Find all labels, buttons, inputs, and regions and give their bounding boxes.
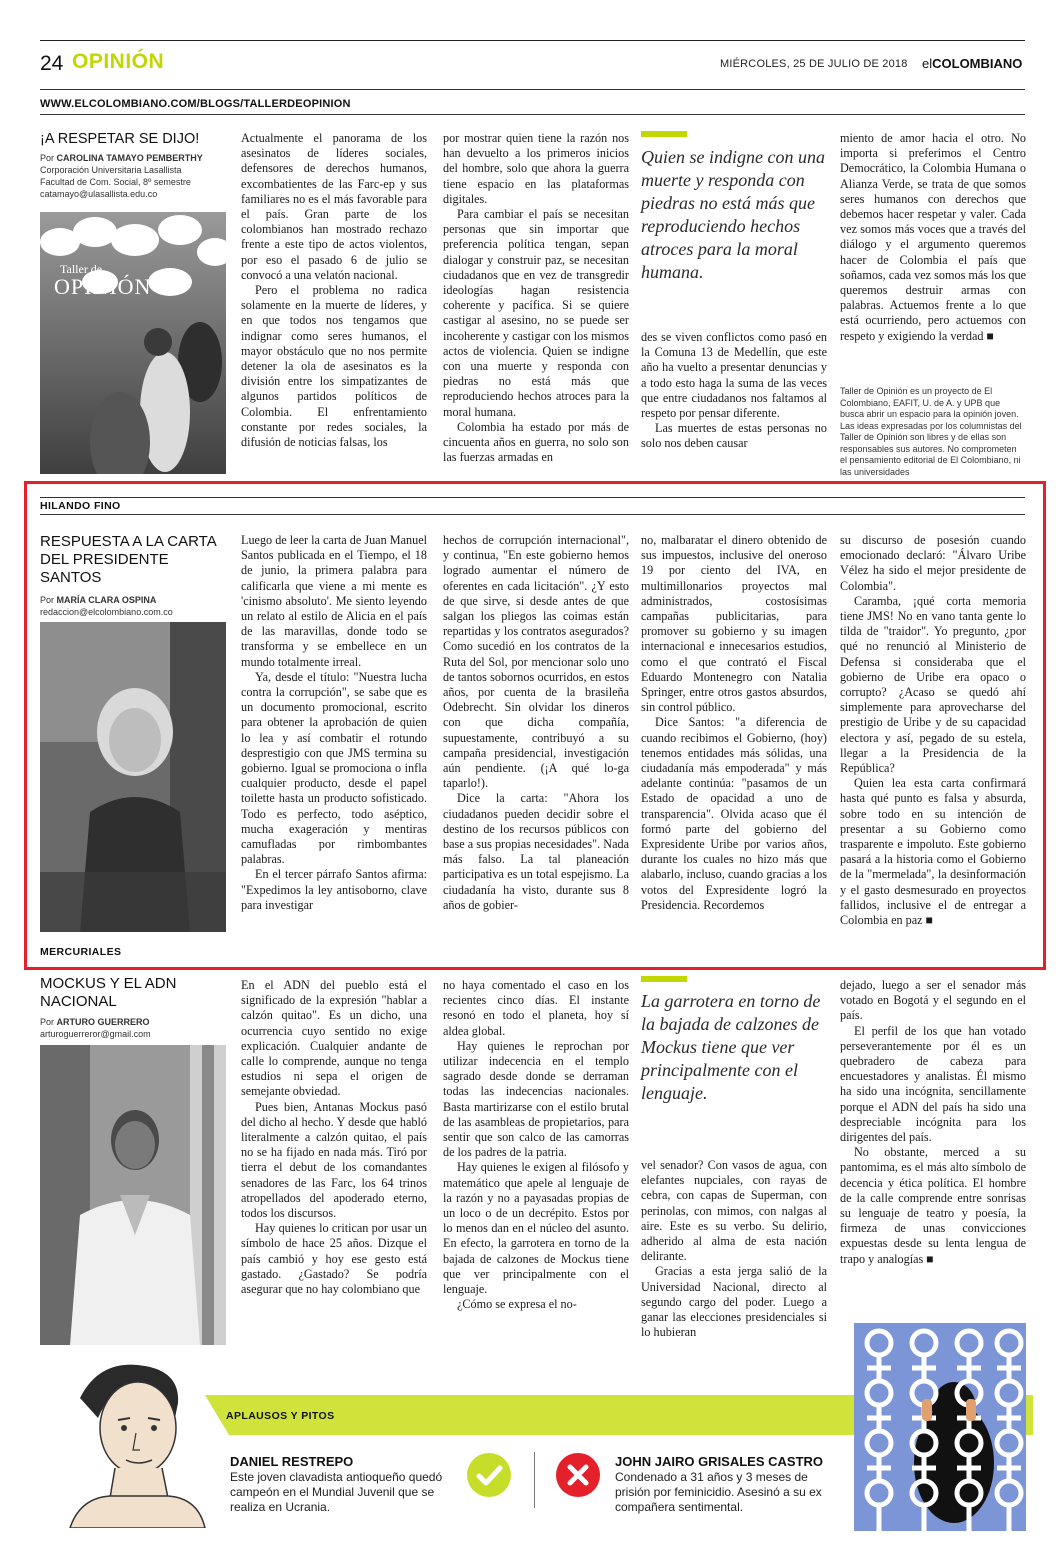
article1-column-3: des se viven conflictos como pasó en la Comuna 13 de Medellín, que este año ha vuelto a presentar denuncias y a todo esto haga la suma de las veces que entre ciudadanos nos faltamos al respeto por pensar diferente. Las muertes de estas personas no solo nos deben causar [641,330,827,451]
blog-url[interactable]: WWW.ELCOLOMBIANO.COM/BLOGS/TALLERDEOPINION [40,98,351,110]
article3-column-3: vel senador? Con vasos de agua, con elefantes nupciales, con rayas de cebra, con capas de Superman, con perinolas, con mimos, con nalgas al aire. Este es su verbo. Su delirio, adherido al alma de esta nación delirante. Gracias a esta jerga salió de la Universidad Nacional, directo al segundo cargo del poder. Luego a ganar las elecciones presidenciales si lo hubieran [641,1158,827,1340]
section-title: OPINIÓN [72,50,165,73]
article2-column-2: hechos de corrupción internacional", y continua, "En este gobierno hemos logrado aumentar el número de oferentes en cada licitación". ¿Y esto de que sirve, si desde antes de que salgan los pliegos las coimas están repartidas y los contratos asegurados? Como sucedió en los contratos de la Ruta del Sol, por mencionar solo uno de tantos sobornos ocurridos, en estos años, por cuenta de la brasileña Odebrecht. Sin olvidar los dineros con que dicha compañía, supuestamente, contribuyó a su campaña presidencial, investigación aún pendiente. (¡A qué lo-ga taparlo!). Dice la carta: "Ahora los ciudadanos pueden decidir sobre el destino de los recursos públicos con base a sus propias necesidades". Nada más falso. La tal planeación participativa es un total espejismo. La ciudadanía ha visto, durante sus 8 años de gobier- [443,533,629,912]
article3-email: arturoguerreror@gmail.com [40,1029,151,1039]
prison-bars-illustration [854,1323,1026,1531]
hilando-rule-bottom [40,514,1025,515]
author-photo-maria-clara [40,622,226,932]
aplausos-title: APLAUSOS Y PITOS [226,1410,335,1422]
article1-column-4: miento de amor hacia el otro. No importa si preferimos el Centro Democrático, la Colombia Humana o Alianza Verde, se trata de que somos seres humanos con derechos que debemos hacer respetar y valer. Cada vez somos más voces que a través del diálogo y el argumento queremos hacer de Colombia el país que soñamos, cada vez somos más los que queremos destruir armas con palabras. Actuemos frente a lo que está ocurriendo, pero actuemos con respeto y exigiendo la verdad ■ [840,131,1026,343]
hilando-rule [40,497,1025,498]
cross-icon [556,1453,600,1497]
taller-footnote: Taller de Opinión es un proyecto de El Colombiano, EAFIT, U. de A. y UPB que busca abrir un espacio para la opinión joven. Las ideas expresadas por los columnistas del Taller de Opinión son libres y de ellas son responsables sus autores. No comprometen el pensamiento editorial de El Colombiano, ni las universidades [840,386,1022,476]
article2-column-1: Luego de leer la carta de Juan Manuel Santos publicada en el Tiempo, el 18 de junio, la primera palabra para calificarla que viene a mi mente es 'cinismo absoluto'. Me siento leyendo un relato al estilo de Alicia en el país de las maravillas, donde todo se transforma y se embellece en un mundo totalmente irreal. Ya, desde el título: "Nuestra lucha contra la corrupción", se sabe que es un documento promocional, escrito para obtener la aprobación de quien lo lea y así combatir el rotundo desprestigio con que JMS termina su gobierno. Igual se promociona o infla cualquier producto, desde el papel toilette hasta un producto sofisticado. Todo es perfecto, todo aséptico, mucha exageración y mentiras camufladas por rimbombantes palabras. En el tercer párrafo Santos afirma: "Expedimos la ley antisoborno, clave para investigar [241,533,427,912]
aplausos-divider [534,1452,535,1508]
pull-quote-bar [641,131,687,137]
article3-pull-quote: La garrotera en torno de la bajada de calzones de Mockus tiene que ver principalmente con el lenguaje. [641,991,821,1103]
article1-byline: Por CAROLINA TAMAYO PEMBERTHY Corporación Universitaria Lasallista Facultad de Com. Social, 8º semestre catamayo@ulasallista.edu.co [40,152,228,200]
article2-kicker: HILANDO FINO [40,500,121,512]
aplauso-name: DANIEL RESTREPO [230,1454,354,1469]
article1-email: catamayo@ulasallista.edu.co [40,189,158,199]
page-number: 24 [40,52,64,75]
article3-byline: Por ARTURO GUERRERO arturoguerreror@gmail.com [40,1016,228,1040]
article3-kicker: MERCURIALES [40,946,122,958]
article3-column-2: no haya comentado el caso en los recientes cinco días. El instante resonó en todo el planeta, hoy sí aldea global. Hay quienes le reprochan por utilizar indecencia en el templo sagrado desde donde se derraman todas las indecencias nacionales. Basta martirizarse con el estilo brutal de las asambleas de propietarios, para sentir que son calco de las camorras de los padres de la patria. Hay quienes le exigen al filósofo y matemático que apele al lenguaje de la razón y no a payasadas propias de un loco o de un decrépito. Estos por lo menos dan en el núcleo del asunto. En efecto, la garrotera en torno de la bajada de calzones de Mockus tiene que ver principalmente con el lenguaje. ¿Cómo se expresa el no- [443,978,629,1312]
article2-byline: Por MARÍA CLARA OSPINA redaccion@elcolombiano.com.co [40,594,228,618]
daniel-illustration [60,1358,210,1528]
header-rule [40,40,1025,41]
pull-quote-bar-2 [641,976,687,982]
brand-logo: elCOLOMBIANO [922,56,1023,71]
pito-text: Condenado a 31 años y 3 meses de prisión por feminicidio. Asesinó a su ex compañera sentimental. [615,1470,822,1514]
article1-column-2: por mostrar quien tiene la razón nos han devuelto a los primeros inicios del hombre, solo que ahora la guerra tiene espacio en las plataformas digitales. Para cambiar el país se necesitan personas que sin importar que preferencia política tengan, sepan dialogar y construir paz, se necesitan ciudadanos que en vez de transgredir ideologías hagan resistencia coherente y pacífica. Si se quiere castigar al asesino, no se puede ser incoherente y castigar con los mismos actos de violencia. Quien se indigne con una muerte y responda con piedras no está más que reproduciendo hechos atroces para la moral humana. Colombia ha estado por más de cincuenta años en guerra, no solo son las fuerzas armadas en [443,131,629,465]
dateline: MIÉRCOLES, 25 DE JULIO DE 2018 [720,58,908,70]
aplauso-text: Este joven clavadista antioqueño quedó campeón en el Mundial Juvenil que se realiza en Ucrania. [230,1470,443,1514]
article2-column-3: no, malbaratar el dinero obtenido de sus impuestos, inclusive del oneroso 19 por ciento del IVA, en multimillonarios proyectos mal administrados, costosísimas campañas publicitarias, para promover su gobierno y su imagen internacional e innecesarios estudios, como el que contrató el Fiscal Eduardo Montenegro con Natalia Springer, entre otros gastos absurdos, sin control público. Dice Santos: "a diferencia de cuando recibimos el Gobierno, (hoy) tenemos entidades más sólidas, una ciudadanía más empoderada" y más adelante continúa: "pasamos de un Estado de opacidad a uno de transparencia". Olvida acaso que él formó parte del gobierno del Expresidente Uribe por varios años, durante los cuales no hizo más que alabarlo, incluso, cuando gracias a los votos del Expresidente logró la Presidencia. Recordemos [641,533,827,912]
pito-name: JOHN JAIRO GRISALES CASTRO [615,1454,824,1469]
article1-pull-quote: Quien se indigne con una muerte y responda con piedras no está más que reproduciendo hechos atroces para la moral humana. [641,147,825,282]
article3-column-4: dejado, luego a ser el senador más votado en Bogotá y el segundo en el país. El perfil de los que han votado perseverantemente por él es un quebradero de cabeza para encuestadores y analistas. Él mismo ha sido una incógnita, sencillamente porque el ADN del país ha sido una despreciable incógnita para los dirigentes del país. No obstante, merced a su pantomima, es el más alto símbolo de decencia y ética política. El hombre de la calle comprende entre sonrisas su lenguaje de teatro y poesía, la firmeza de unas convicciones expuestas desde su lenta lengua de trapo y analogías ■ [840,978,1026,1266]
header-divider [40,89,1025,90]
article2-title: RESPUESTA A LA CARTA DEL PRESIDENTE SANTOS [40,533,216,586]
author-photo-arturo [40,1045,226,1345]
article3-column-1: En el ADN del pueblo está el significado de la expresión "hablar a calzón quitao". Es un dicho, una ocurrencia cuyo sentido no exige explicación. Cualquier andante de calle lo comprende, aunque no tenga estudios ni sepa el origen de semejante obviedad. Pues bien, Antanas Mockus pasó del dicho al hecho. Y desde que habló literalmente a calzón quitao, el país no se ha fijado en nada más. Tiró por tierra el debut de los comandantes senadores de las Farc, los 64 trinos atropellados del apoderado eterno, todos los discursos. Hay quienes lo critican por usar un símbolo de hace 25 años. Dizque el país cambió y hoy ese gesto está gastado. ¿Gastado? Se podría asegurar que no hay colombiano que [241,978,427,1297]
taller-opinion-image: Taller de OPINIÓN [40,212,226,474]
article2-email: redaccion@elcolombiano.com.co [40,607,173,617]
url-divider [40,114,1025,115]
check-icon [467,1453,511,1497]
article1-title: ¡A RESPETAR SE DIJO! [40,131,200,147]
article2-column-4: su discurso de posesión cuando emocionado declaró: "Álvaro Uribe Vélez ha sido el mejor presidente de Colombia". Caramba, ¡qué corta memoria tiene JMS! No en vano tanta gente lo tilda de "traidor". Yo pregunto, ¿por qué no renunció al Ministerio de Defensa si consideraba que el gobierno de Uribe era opaco o corrupto? ¿Acaso se quedó ahí simplemente para aprovecharse del prestigio de Uribe y de su capacidad electora y así, pegado de su estela, llegar a la Presidencia de la República? Quien lea esta carta confirmará hasta qué punto es falsa y absurda, sobre todo en su intención de presentar a su Gobierno como trasparente e impoluto. Este gobierno pasará a la historia como el Gobierno de la "mermelada", la desinformación y el gasto desmesurado en proyectos fallidos, inclusive el de entregar a Colombia en paz ■ [840,533,1026,928]
article1-column-1: Actualmente el panorama de los asesinatos de líderes sociales, defensores de derechos humanos, excombatientes de las Farc-ep y sus familiares no es el más favorable para el país. Gran parte de los colombianos han mostrado rechazo frente a este tipo de actos violentos, por eso el pasado 6 de julio se convocó a una velatón nacional. Pero el problema no radica solamente en la muerte de líderes, y en que todos nos tengamos que indignar como seres humanos, el mayor obstáculo que no nos permite detener la ola de asesinatos es la división entre los simpatizantes de algunos partidos políticos de Colombia. El enfrentamiento constante por redes sociales, la difusión de noticias falsas, los [241,131,427,450]
article3-title: MOCKUS Y EL ADN NACIONAL [40,975,177,1010]
